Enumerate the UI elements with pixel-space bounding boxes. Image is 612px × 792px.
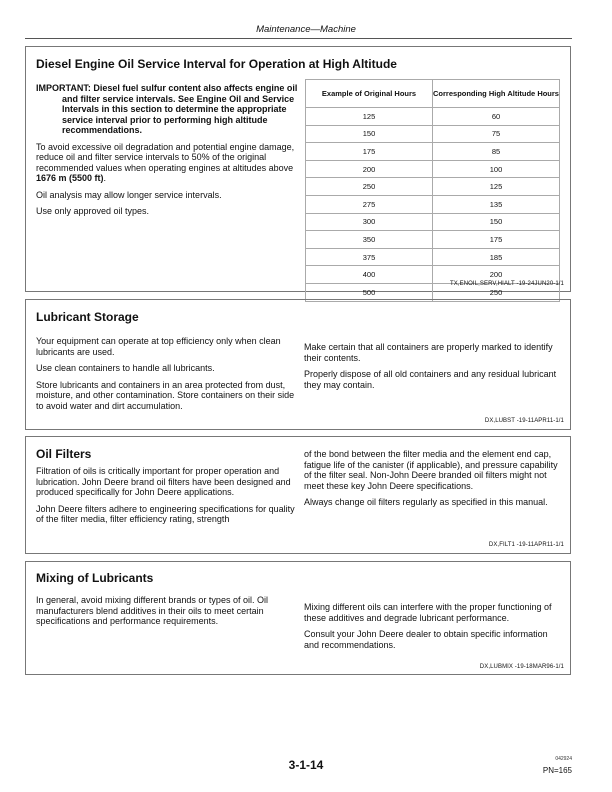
- original-hours-cell: 300: [306, 213, 433, 231]
- paragraph: John Deere filters adhere to engineering specifications for quality of the filter media, filter efficiency rating, strength: [36, 503, 295, 524]
- paragraph: Your equipment can operate at top efficiency only when clean lubricants are used.: [36, 336, 281, 357]
- altitude-hours-cell: 75: [433, 125, 560, 143]
- right-column: [304, 449, 562, 514]
- section-high-altitude: [25, 46, 571, 297]
- section-mixing-lubricants: [25, 561, 571, 675]
- left-column: [36, 595, 298, 633]
- reference-code: DX,LUBST -19-11APR11-1/1: [484, 418, 564, 424]
- page-id: PN=165: [542, 766, 572, 775]
- paragraph: [36, 142, 298, 184]
- section-title: Diesel Engine Oil Service Interval for Operation at High Altitude: [36, 57, 397, 71]
- table-row: [306, 143, 560, 161]
- paragraph: Always change oil filters regularly as specified in this manual.: [304, 497, 548, 507]
- table-row: [306, 160, 560, 178]
- paragraph: Oil analysis may allow longer service intervals.: [36, 189, 222, 200]
- left-column: [36, 466, 298, 531]
- table-row: [306, 231, 560, 249]
- original-hours-cell: 150: [306, 125, 433, 143]
- original-hours-cell: 175: [306, 143, 433, 161]
- section-title: Oil Filters: [36, 447, 92, 461]
- table-row: [306, 178, 560, 196]
- reference-code: DX,FILT1 -19-11APR11-1/1: [488, 542, 564, 548]
- altitude-hours-cell: 125: [433, 178, 560, 196]
- paragraph: Filtration of oils is critically important for proper operation and lubrication. John Deere brand oil filters have been designed and produced specifically for John Deere applications.: [36, 466, 291, 497]
- column-header: Example of Original Hours: [306, 80, 433, 108]
- section-oil-filters: [25, 436, 571, 554]
- altitude-hours-cell: 185: [433, 248, 560, 266]
- section-title: Lubricant Storage: [36, 310, 139, 324]
- table-row: [306, 108, 560, 126]
- original-hours-cell: 400: [306, 266, 433, 284]
- altitude-hours-cell: 150: [433, 213, 560, 231]
- section-lubricant-storage: [25, 299, 571, 430]
- paragraph-end: .: [103, 173, 107, 183]
- reference-code: TX,ENOIL,SERV,HIALT -19-24JUN20-1/1: [450, 281, 564, 287]
- altitude-hours-cell: 175: [433, 231, 560, 249]
- column-header: Corresponding High Altitude Hours: [433, 80, 560, 108]
- important-note: IMPORTANT: Diesel fuel sulfur content also affects engine oil and filter service intervals. See Engine Oil and Service Intervals in this section to determine the appropriate service interval prior to performing high altitude recommendations.: [36, 83, 298, 135]
- header-rule: [25, 38, 572, 39]
- altitude-hours-cell: 100: [433, 160, 560, 178]
- original-hours-cell: 375: [306, 248, 433, 266]
- paragraph: Mixing different oils can interfere with the proper functioning of these additives and degrade lubricant performance.: [304, 602, 552, 623]
- footer-code: 042924: [555, 756, 572, 762]
- altitude-hours-cell: 85: [433, 143, 560, 161]
- original-hours-cell: 125: [306, 108, 433, 126]
- paragraph: Make certain that all containers are properly marked to identify their contents.: [304, 342, 553, 363]
- page-number: 3-1-14: [288, 758, 324, 772]
- table-row: [306, 248, 560, 266]
- paragraph: Consult your John Deere dealer to obtain specific information and recommendations.: [304, 629, 548, 650]
- table-body: [306, 108, 560, 302]
- reference-code: DX,LUBMIX -19-18MAR96-1/1: [479, 664, 564, 670]
- paragraph: of the bond between the filter media and the element end cap, fatigue life of the canister (if applicable), and pressure capability of the filter seal. Non-John Deere branded oil filters might not meet these key John Deere specifications.: [304, 449, 558, 491]
- altitude-hours-cell: 135: [433, 195, 560, 213]
- table-row: [306, 125, 560, 143]
- running-head: Maintenance—Machine: [256, 24, 356, 35]
- original-hours-cell: 350: [306, 231, 433, 249]
- altitude-hours-cell: 60: [433, 108, 560, 126]
- paragraph: Store lubricants and containers in an area protected from dust, moisture, and other contamination. Store containers on their side to avoid water and dirt accumulation.: [36, 379, 295, 411]
- table-row: [306, 195, 560, 213]
- section-title: Mixing of Lubricants: [36, 571, 154, 585]
- original-hours-cell: 275: [306, 195, 433, 213]
- left-column: [36, 336, 298, 417]
- right-column: [304, 342, 562, 396]
- table-header-row: [306, 80, 560, 108]
- left-column: [36, 83, 298, 223]
- altitude-table: [305, 79, 560, 302]
- altitude-hours-cell: 250: [433, 283, 560, 301]
- paragraph: Use only approved oil types.: [36, 206, 150, 216]
- right-column: [304, 602, 562, 656]
- paragraph: Use clean containers to handle all lubricants.: [36, 363, 215, 373]
- table-row: [306, 213, 560, 231]
- original-hours-cell: 250: [306, 178, 433, 196]
- original-hours-cell: 500: [306, 283, 433, 301]
- altitude-value: 1676 m (5500 ft): [36, 173, 104, 183]
- paragraph: In general, avoid mixing different brands or types of oil. Oil manufacturers blend additives in their oils to meet certain specifications and performance requirements.: [36, 595, 268, 626]
- altitude-hours-cell: 200: [433, 266, 560, 284]
- paragraph: Properly dispose of all old containers and any residual lubricant they may contain.: [304, 369, 557, 390]
- original-hours-cell: 200: [306, 160, 433, 178]
- paragraph-text: To avoid excessive oil degradation and potential engine damage, reduce oil and filter service intervals to 50% of the original recommended values when operating engines at altitudes above: [36, 141, 295, 173]
